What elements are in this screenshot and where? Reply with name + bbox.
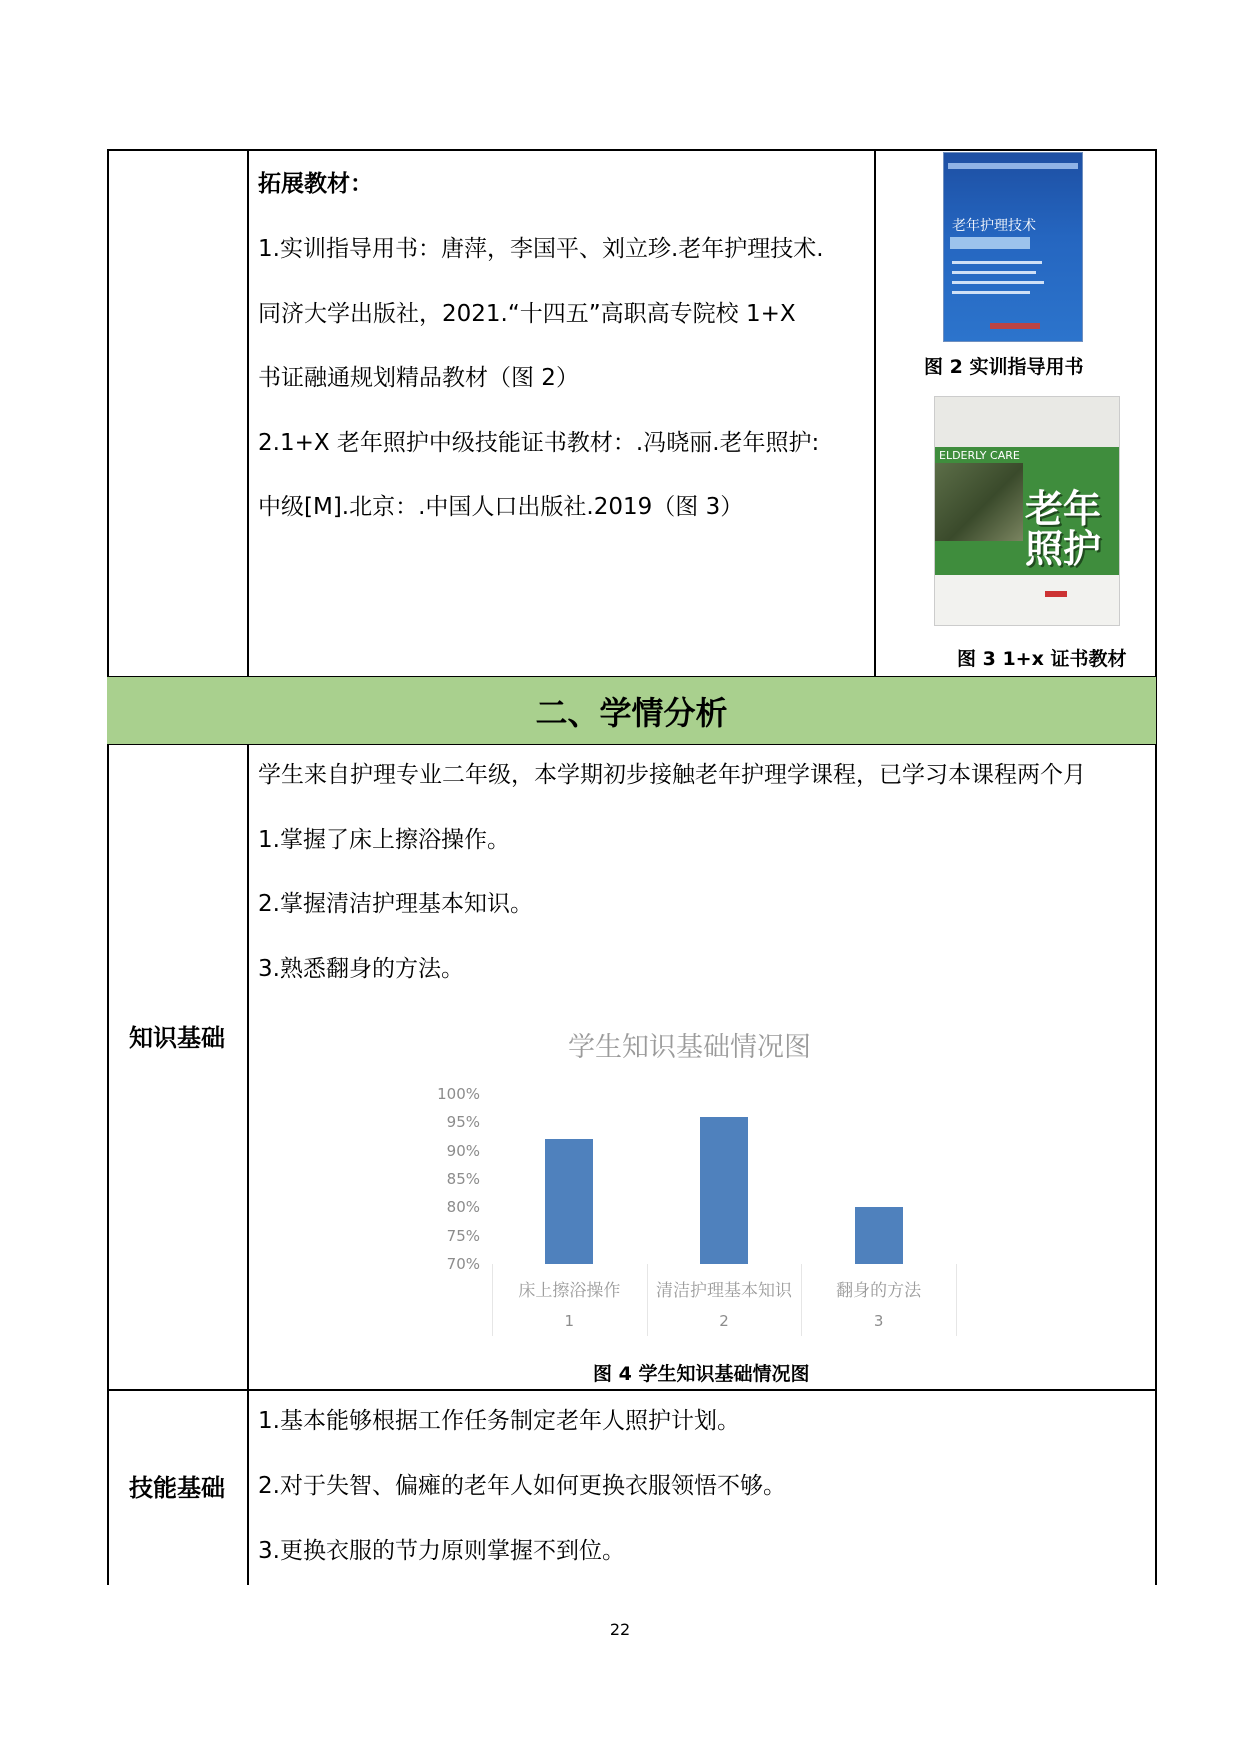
- textbook-line-5: 中级[M].北京：.中国人口出版社.2019（图 3）: [258, 494, 744, 520]
- textbook-line-4: 2.1+X 老年照护中级技能证书教材：.冯晓丽.老年照护:: [258, 430, 820, 456]
- cover-big-title: [1025, 489, 1101, 569]
- table-top-border: [107, 149, 1156, 151]
- x-category-number: 2: [719, 1312, 729, 1330]
- textbook-line-2: 同济大学出版社，2021.“十四五”高职高专院校 1+X: [258, 301, 796, 327]
- extended-textbooks-heading: 拓展教材：: [258, 171, 373, 197]
- bar-3: [855, 1207, 903, 1264]
- knowledge-line-4: 3.熟悉翻身的方法。: [258, 956, 464, 982]
- y-tick-label: 75%: [446, 1226, 480, 1245]
- cover-photo-strip: [950, 237, 1030, 249]
- y-tick-label: 80%: [446, 1198, 480, 1217]
- cover-english-title: ELDERLY CARE: [939, 449, 1020, 462]
- table-left-border: [107, 149, 109, 1585]
- x-category-number: 1: [564, 1312, 575, 1330]
- column-divider-2: [874, 149, 876, 677]
- knowledge-foundation-label: 知识基础: [129, 1024, 225, 1052]
- cover-bottom-band: [935, 575, 1119, 625]
- x-axis-separator: [956, 1264, 957, 1336]
- cover-title-line-1: 老年: [1025, 487, 1102, 531]
- textbook-line-1: 1.实训指导用书：唐萍，李国平、刘立珍.老年护理技术.: [258, 236, 824, 262]
- figure-3-caption: 图 3 1+x 证书教材: [957, 648, 1127, 670]
- y-tick-label: 70%: [446, 1255, 480, 1273]
- cover-photo: [935, 463, 1023, 541]
- skills-foundation-label: 技能基础: [129, 1474, 225, 1502]
- row-divider-3: [107, 1389, 1156, 1391]
- knowledge-line-1: 学生来自护理专业二年级，本学期初步接触老年护理学课程，已学习本课程两个月: [258, 762, 1086, 788]
- x-category-label: 清洁护理基本知识: [655, 1281, 792, 1301]
- knowledge-line-2: 1.掌握了床上擦浴操作。: [258, 827, 510, 853]
- page-number: 22: [609, 1620, 631, 1639]
- skills-line-3: 3.更换衣服的节力原则掌握不到位。: [258, 1538, 625, 1564]
- x-category-number: 3: [873, 1312, 884, 1330]
- elderly-care-cover-image: [934, 396, 1120, 626]
- training-guide-cover-image: [943, 152, 1083, 342]
- skills-line-1: 1.基本能够根据工作任务制定老年人照护计划。: [258, 1408, 740, 1434]
- x-category-label: 翻身的方法: [836, 1281, 922, 1301]
- section-banner: [107, 677, 1156, 744]
- skills-line-2: 2.对于失智、偏瘫的老年人如何更换衣服领悟不够。: [258, 1473, 786, 1499]
- y-tick-label: 95%: [446, 1113, 480, 1132]
- bar-2: [700, 1117, 748, 1264]
- table-right-border: [1155, 149, 1157, 1585]
- cover-header-band: [948, 163, 1078, 169]
- figure-2-caption: 图 2 实训指导用书: [924, 356, 1084, 378]
- cover-title: 老年护理技术: [952, 218, 1036, 234]
- y-tick-label: 100%: [437, 1085, 480, 1103]
- cover-title-line-2: 照护: [1025, 527, 1102, 571]
- y-tick-label: 85%: [446, 1170, 480, 1188]
- knowledge-line-3: 2.掌握清洁护理基本知识。: [258, 891, 533, 917]
- column-divider-1b: [247, 743, 249, 1585]
- column-divider-1a: [247, 149, 249, 677]
- figure-4-caption: 图 4 学生知识基础情况图: [593, 1363, 810, 1385]
- publisher-logo: [1045, 591, 1067, 597]
- x-category-label: 床上擦浴操作: [518, 1281, 621, 1301]
- bar-1: [545, 1139, 593, 1264]
- publisher-mark: [990, 323, 1040, 329]
- chart-title: 学生知识基础情况图: [568, 1032, 811, 1063]
- textbook-line-3: 书证融通规划精品教材（图 2）: [258, 365, 579, 391]
- section-title: 二、学情分析: [535, 693, 728, 732]
- y-tick-label: 90%: [446, 1141, 480, 1160]
- cover-top-band: [935, 397, 1119, 447]
